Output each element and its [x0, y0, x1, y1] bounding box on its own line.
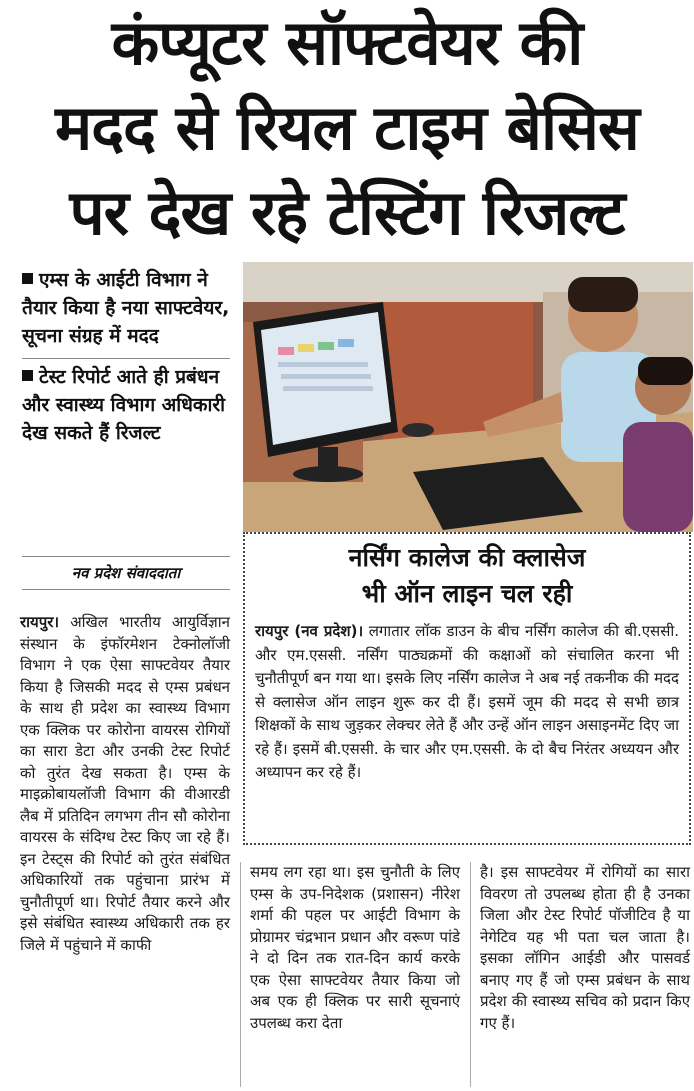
headline-line-2: मदद से रियल टाइम बेसिस: [55, 91, 639, 164]
byline: नव प्रदेश संवाददाता: [22, 556, 230, 590]
headline: [0, 0, 694, 255]
highlight-item: एम्स के आईटी विभाग ने तैयार किया है नया साफ्टवेयर, सूचना संग्रह में मदद: [22, 269, 230, 347]
sidebox-title-line-2: भी ऑन लाइन चल रही: [361, 579, 573, 608]
sidebox-nursing-college: [243, 532, 691, 845]
headline-line-1: कंप्यूटर सॉफ्टवेयर की: [111, 6, 583, 79]
sidebox-title-line-1: नर्सिंग कालेज की क्लासेज: [348, 543, 586, 572]
column-divider: [470, 862, 471, 1087]
photo-illustration: [243, 262, 693, 532]
article-dateline: रायपुर।: [20, 613, 60, 631]
bullet-square-icon: [22, 370, 33, 381]
sidebox-dateline: रायपुर (नव प्रदेश)।: [255, 622, 364, 640]
sidebox-title: [245, 540, 689, 612]
news-photo: [243, 262, 693, 532]
bullet-square-icon: [22, 273, 33, 284]
headline-line-3: पर देख रहे टेस्टिंग रिजल्ट: [69, 176, 625, 249]
article-column-3: [480, 862, 690, 1034]
article-col2-text: समय लग रहा था। इस चुनौती के लिए एम्स के उप-निदेशक (प्रशासन) नीरेश शर्मा की पहल पर आईटी विभाग के प्रोग्रामर चंद्रभान प्रधान और वरूण पांडे ने दो दिन तक रात-दिन कार्य करके एक ऐसा साफ्टवेयर तैयार किया जो अब एक ही क्लिक पर सारी सूचनाएं उपलब्ध करा देता: [250, 863, 460, 1032]
article-column-1: [20, 612, 230, 956]
article-col1-text: अखिल भारतीय आयुर्विज्ञान संस्थान के इंफॉरमेशन टेक्नोलॉजी विभाग ने एक ऐसा साफ्टवेयर तैयार किया है जिसकी मदद से एम्स प्रबंधन के साथ ही प्रदेश का स्वास्थ्य विभाग एक क्लिक पर कोरोना वायरस रोगियों का सारा डेटा और उनकी टेस्ट रिपोर्ट को तुरंत देख सकता है। एम्स के माइक्रोबायलॉजी विभाग की वीआरडी लैब में प्रतिदिन लगभग तीन सौ कोरोना वायरस के संदिग्ध टेस्ट किए जा रहे हैं। इन टेस्ट्स की रिपोर्ट को तुरंत संबंधित अधिकारियों तक पहुंचाना प्रारंभ में चुनौतीपूर्ण था। रिपोर्ट तैयार करने और इसे संबंधित स्वास्थ्य अधिकारी तक हर जिले में पहुंचाने में काफी: [20, 613, 230, 954]
sidebox-text: लगातार लॉक डाउन के बीच नर्सिंग कालेज की बी.एससी. और एम.एससी. नर्सिंग पाठ्यक्रमों की कक्षाओं को संचालित करना भी चुनौतीपूर्ण बन गया था। इसके लिए नर्सिंग कालेज ने अब नई तकनीक की मदद से क्लासेज ऑन लाइन शुरू कर दी हैं। इसमें जूम की मदद से सभी छात्र शिक्षकों के साथ जुड़कर लेक्चर लेते हैं और उन्हें ऑन लाइन असाइनमेंट दिए जा रहे हैं। इसमें बी.एससी. के चार और एम.एससी. के दो बैच निरंतर अध्ययन और अध्यापन कर रहे हैं।: [255, 622, 679, 781]
highlight-item: टेस्ट रिपोर्ट आते ही प्रबंधन और स्वास्थ्य विभाग अधिकारी देख सकते हैं रिजल्ट: [22, 358, 230, 455]
article-col3-text: है। इस साफ्टवेयर में रोगियों का सारा विवरण तो उपलब्ध होता ही है उनका जिला और टेस्ट रिपोर्ट पॉजीटिव है या नेगेटिव यह भी पता चल जाता है। इसका लॉगिन आईडी और पासवर्ड बनाए गए हैं जो एम्स प्रबंधन के साथ प्रदेश की स्वास्थ्य सचिव को प्रदान किए गए हैं।: [480, 863, 690, 1032]
highlights: [22, 262, 230, 455]
article-column-2: [250, 862, 460, 1034]
sidebox-body: [245, 612, 689, 785]
column-divider: [240, 862, 241, 1087]
